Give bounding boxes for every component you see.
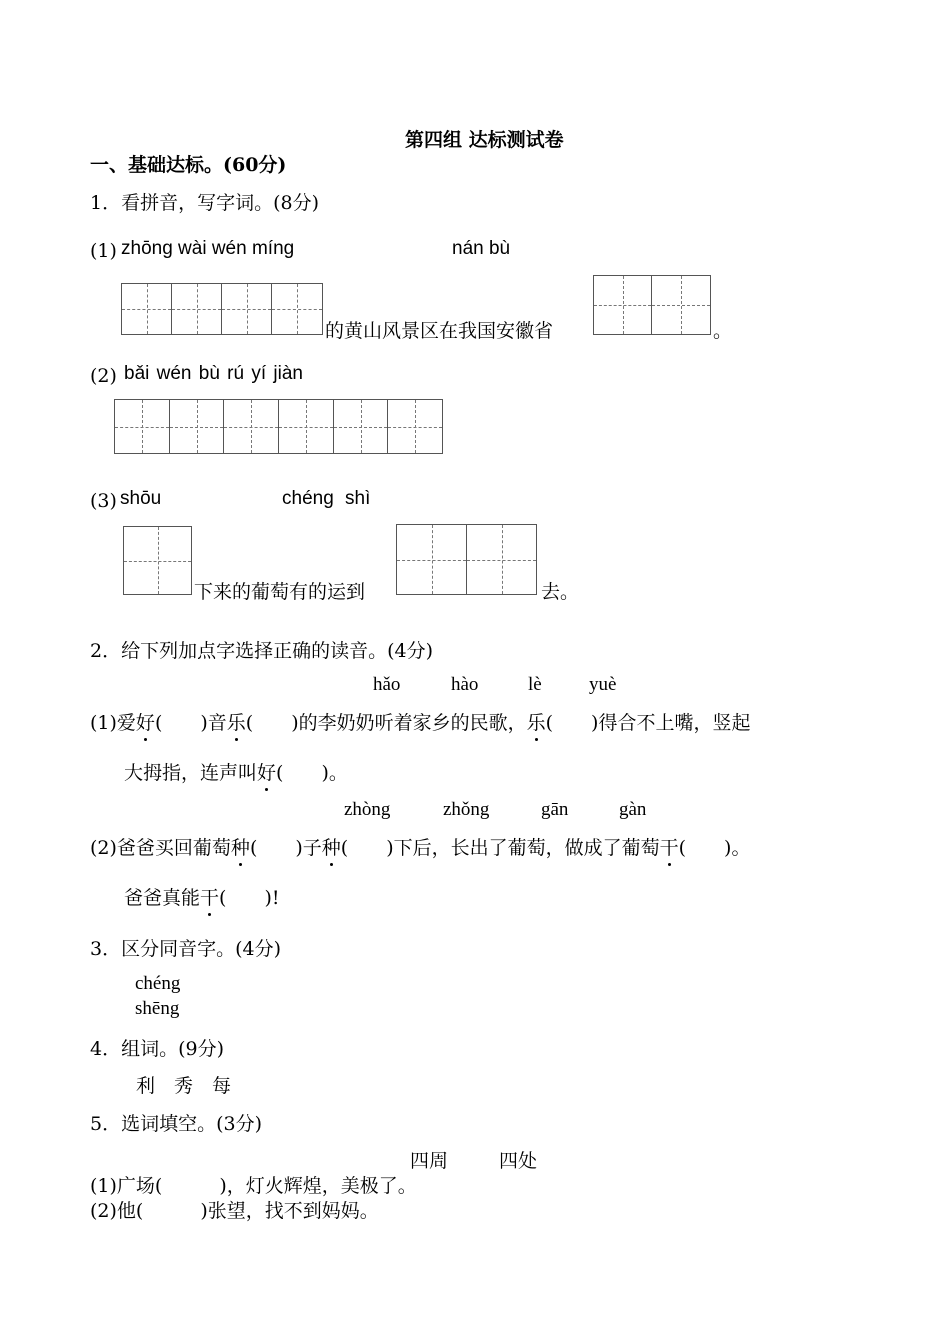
q2-part1-line2 <box>124 758 348 785</box>
q1-part1-pinyin-b: nán bù <box>452 238 511 259</box>
q5-sentence-2[interactable]: (2)他( )张望，找不到妈妈。 <box>90 1200 379 1222</box>
dotted-char: 乐 <box>227 708 246 735</box>
writing-cell[interactable] <box>397 525 467 594</box>
writing-cell[interactable] <box>224 400 279 453</box>
question-4-heading: 4．组词。(9分) <box>90 1038 225 1060</box>
q2-part2-option-4: gàn <box>619 799 647 820</box>
q1-part1-pinyin-a: zhōng wài wén míng <box>121 238 295 259</box>
q2-text: 大拇指，连声叫 <box>124 762 258 784</box>
q2-part1-line1 <box>90 708 750 735</box>
writing-cell[interactable] <box>272 284 322 334</box>
dotted-char: 好 <box>257 758 276 785</box>
q5-option-2: 四处 <box>499 1150 538 1172</box>
q1-part2-label: (2) <box>90 365 117 387</box>
answer-blank[interactable]: ( )音 <box>154 712 227 734</box>
q2-text: (1)爱 <box>90 712 136 734</box>
q1-part2-pinyin: bǎi wén bù rú yí jiàn <box>124 363 303 384</box>
writing-cell[interactable] <box>122 284 172 334</box>
q5-sentence-1[interactable]: (1)广场( )，灯火辉煌，美极了。 <box>90 1175 417 1197</box>
writing-cell[interactable] <box>334 400 389 453</box>
writing-cell[interactable] <box>279 400 334 453</box>
answer-blank[interactable]: ( )得合不上嘴，竖起 <box>545 712 751 734</box>
writing-cell[interactable] <box>594 276 652 334</box>
dotted-char: 种 <box>322 833 341 860</box>
q1-part3-pinyin-a: shōu <box>120 488 162 509</box>
q1-part3-pinyin-b: chéng shì <box>282 488 371 509</box>
answer-blank[interactable]: ( )下后，长出了葡萄，做成了葡萄 <box>340 837 660 859</box>
q2-part2-option-3: gān <box>541 799 569 820</box>
q1-part3-answer-grid-b[interactable] <box>396 524 537 595</box>
q2-part2-line1 <box>90 833 750 860</box>
q1-part1-label: (1) <box>90 240 117 262</box>
q1-part1-answer-grid-b[interactable] <box>593 275 711 335</box>
q2-part1-option-3: lè <box>528 674 542 695</box>
dotted-char: 好 <box>136 708 155 735</box>
q1-part3-sentence: 下来的葡萄有的运到 <box>194 581 366 603</box>
answer-blank[interactable]: ( )。 <box>678 837 751 859</box>
q2-part1-option-1: hǎo <box>373 674 401 695</box>
q2-part2-option-1: zhòng <box>344 799 391 820</box>
writing-cell[interactable] <box>172 284 222 334</box>
writing-cell[interactable] <box>170 400 225 453</box>
answer-blank[interactable]: ( )的李奶奶听着家乡的民歌， <box>245 712 527 734</box>
answer-blank[interactable]: ( )! <box>219 887 280 909</box>
writing-cell[interactable] <box>222 284 272 334</box>
page-title: 第四组 达标测试卷 <box>405 129 564 151</box>
q2-part2-option-2: zhǒng <box>443 799 490 820</box>
q2-part1-option-4: yuè <box>589 674 617 695</box>
answer-blank[interactable]: ( )。 <box>276 762 348 784</box>
writing-cell[interactable] <box>652 276 710 334</box>
writing-cell[interactable] <box>388 400 442 453</box>
dotted-char: 种 <box>231 833 250 860</box>
q4-characters: 利 秀 每 <box>136 1075 232 1097</box>
section-heading-basic: 一、基础达标。(60分) <box>90 154 287 176</box>
dotted-char: 乐 <box>527 708 546 735</box>
dotted-char: 干 <box>660 833 679 860</box>
q1-part1-sentence: 的黄山风景区在我国安徽省 <box>325 320 554 342</box>
question-3-heading: 3．区分同音字。(4分) <box>90 938 282 960</box>
q5-option-1: 四周 <box>410 1150 449 1172</box>
q2-part1-option-2: hào <box>451 674 479 695</box>
question-1-heading: 1．看拼音，写字词。(8分) <box>90 192 320 214</box>
q3-pinyin-1: chéng <box>135 973 181 994</box>
q1-part3-answer-grid-a[interactable] <box>123 526 192 595</box>
dotted-char: 干 <box>200 883 219 910</box>
q2-text: 爸爸真能 <box>124 887 201 909</box>
writing-cell[interactable] <box>124 527 191 594</box>
q3-pinyin-2: shēng <box>135 998 180 1019</box>
answer-blank[interactable]: ( )子 <box>249 837 322 859</box>
q1-part1-sentence-end: 。 <box>713 320 733 342</box>
q1-part3-label: (3) <box>90 490 117 512</box>
q1-part1-answer-grid-a[interactable] <box>121 283 323 335</box>
writing-cell[interactable] <box>467 525 536 594</box>
q1-part2-answer-grid[interactable] <box>114 399 443 454</box>
q1-part3-sentence-end: 去。 <box>541 581 580 603</box>
question-5-heading: 5．选词填空。(3分) <box>90 1113 263 1135</box>
writing-cell[interactable] <box>115 400 170 453</box>
question-2-heading: 2．给下列加点字选择正确的读音。(4分) <box>90 640 434 662</box>
q2-text: (2)爸爸买回葡萄 <box>90 837 231 859</box>
q2-part2-line2 <box>124 883 280 910</box>
